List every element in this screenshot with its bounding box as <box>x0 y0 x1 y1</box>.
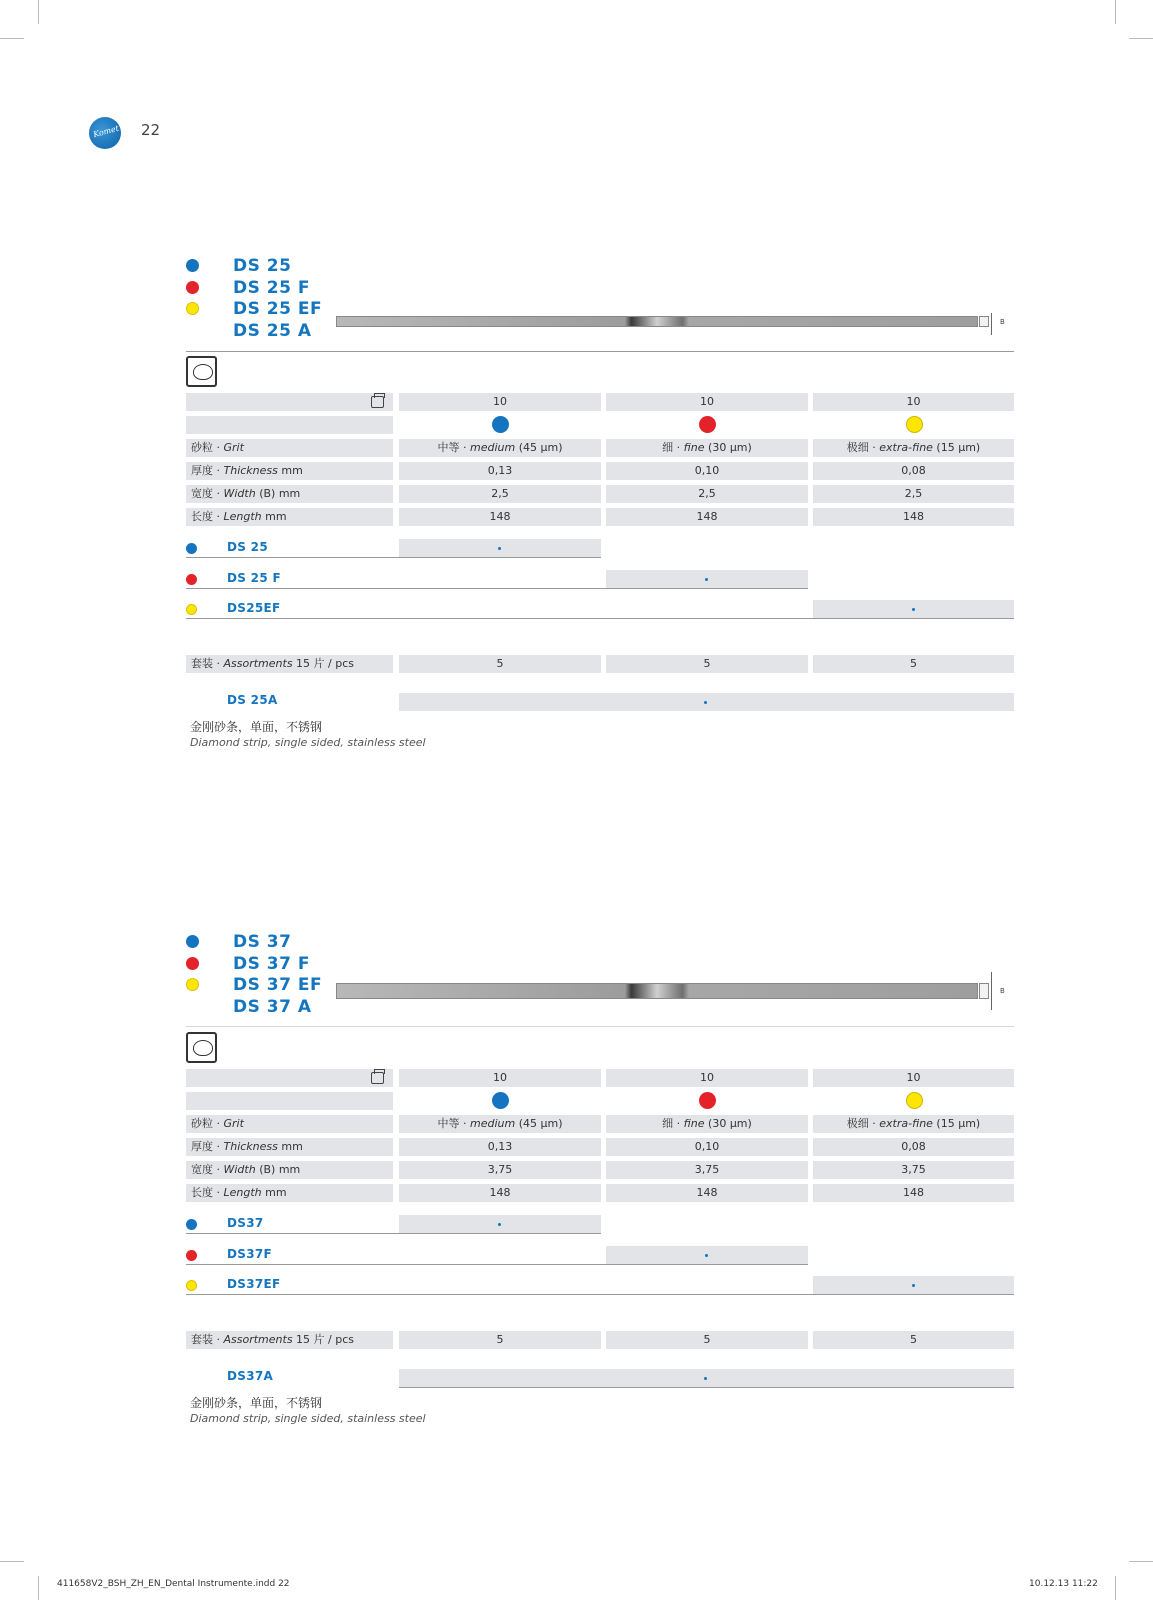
red-dot-icon <box>186 281 199 294</box>
strip-end-cap <box>979 983 989 999</box>
grit-cell <box>813 439 1014 457</box>
label-zh: 宽度 · <box>191 487 224 500</box>
ref-availability-cell <box>813 600 1014 618</box>
product-title: DS 37 <box>233 932 292 952</box>
pack-qty-cell: 10 <box>813 393 1014 411</box>
dimension-marker <box>991 972 992 1010</box>
yellow-grit-icon <box>906 416 923 433</box>
available-dot-icon <box>704 1377 707 1380</box>
grit-en: fine <box>683 1117 705 1130</box>
label-en: Assortments <box>223 657 293 670</box>
pack-qty-cell: 10 <box>399 393 601 411</box>
assortment-cell: 5 <box>399 655 601 673</box>
thickness-cell: 0,08 <box>813 462 1014 480</box>
red-dot-icon <box>186 1250 197 1261</box>
pack-qty-cell: 10 <box>399 1069 601 1087</box>
label-zh: 长度 · <box>191 510 224 523</box>
ref-availability-cell <box>813 1276 1014 1294</box>
label-en: Length <box>223 1186 262 1199</box>
ref-number: DS25EF <box>227 601 281 615</box>
label-unit: mm <box>261 1186 287 1199</box>
grit-color <box>606 414 808 436</box>
grit-color <box>399 414 601 436</box>
length-cell: 148 <box>399 508 601 526</box>
red-dot-icon <box>186 574 197 585</box>
product-title: DS 37 A <box>233 997 312 1017</box>
red-grit-icon <box>699 1092 716 1109</box>
blue-dot-icon <box>186 543 197 554</box>
grit-cell <box>813 1115 1014 1133</box>
product-section-ds25 <box>186 254 1014 754</box>
ref-underline <box>186 1294 1014 1295</box>
available-dot-icon <box>705 578 708 581</box>
ref-underline <box>186 618 1014 619</box>
label-en: Thickness <box>223 1140 278 1153</box>
ref-underline <box>186 588 808 589</box>
grit-label <box>186 439 393 457</box>
blue-dot-icon <box>186 259 199 272</box>
available-dot-icon <box>704 701 707 704</box>
grit-en: medium <box>469 441 516 454</box>
label-unit: mm <box>277 464 303 477</box>
grit-en: medium <box>469 1117 516 1130</box>
width-label <box>186 1161 393 1179</box>
pack-qty-cell: 10 <box>606 1069 808 1087</box>
label-zh: 砂粒 · <box>191 1117 224 1130</box>
ref-availability-cell <box>399 539 601 557</box>
ref-underline <box>186 557 601 558</box>
product-title: DS 37 EF <box>233 975 323 995</box>
assortment-cell: 5 <box>399 1331 601 1349</box>
strip-end-cap <box>979 316 989 327</box>
assortment-availability <box>399 693 1014 711</box>
grit-cell <box>606 439 808 457</box>
width-cell: 2,5 <box>606 485 808 503</box>
ref-number: DS37F <box>227 1247 272 1261</box>
dimension-label: B <box>1000 318 1005 326</box>
crop-mark <box>0 1561 24 1562</box>
crop-mark <box>1115 0 1116 24</box>
available-dot-icon <box>912 1284 915 1287</box>
thickness-cell: 0,10 <box>606 462 808 480</box>
ref-number: DS37EF <box>227 1277 281 1291</box>
blue-grit-icon <box>492 416 509 433</box>
ref-number: DS 25 <box>227 540 268 554</box>
grit-unit: (15 µm) <box>932 441 981 454</box>
yellow-dot-icon <box>186 1280 197 1291</box>
yellow-grit-icon <box>906 1092 923 1109</box>
available-dot-icon <box>498 547 501 550</box>
grit-label <box>186 1115 393 1133</box>
available-dot-icon <box>705 1254 708 1257</box>
width-cell: 2,5 <box>813 485 1014 503</box>
product-title: DS 25 EF <box>233 299 323 319</box>
thickness-label <box>186 1138 393 1156</box>
label-en: Length <box>223 510 262 523</box>
crop-mark <box>38 1576 39 1600</box>
width-label <box>186 485 393 503</box>
red-dot-icon <box>186 957 199 970</box>
red-grit-icon <box>699 416 716 433</box>
grit-color <box>606 1090 808 1112</box>
length-cell: 148 <box>606 1184 808 1202</box>
description-zh: 金刚砂条，单面，不锈钢 <box>190 1396 323 1410</box>
label-unit: 15 片 / pcs <box>292 657 355 670</box>
ref-number: DS 25 F <box>227 571 281 585</box>
label-en: Grit <box>223 1117 244 1130</box>
crop-mark <box>38 0 39 24</box>
package-icon <box>371 396 384 408</box>
grit-unit: (15 µm) <box>932 1117 981 1130</box>
diamond-strip-image <box>336 316 978 327</box>
product-title: DS 37 F <box>233 954 310 974</box>
available-dot-icon <box>912 608 915 611</box>
length-label <box>186 1184 393 1202</box>
label-zh: 套装 · <box>191 1333 224 1346</box>
package-icon <box>371 1072 384 1084</box>
label-zh: 宽度 · <box>191 1163 224 1176</box>
footer-date: 10.12.13 11:22 <box>1029 1579 1098 1589</box>
crop-mark <box>1115 1576 1116 1600</box>
width-cell: 3,75 <box>813 1161 1014 1179</box>
color-label-cell <box>186 416 393 434</box>
grit-color <box>813 414 1014 436</box>
thickness-label <box>186 462 393 480</box>
length-cell: 148 <box>399 1184 601 1202</box>
blue-grit-icon <box>492 1092 509 1109</box>
label-en: Width <box>223 487 256 500</box>
width-cell: 2,5 <box>399 485 601 503</box>
description-en: Diamond strip, single sided, stainless steel <box>190 736 426 749</box>
ref-number: DS37 <box>227 1216 264 1230</box>
width-cell: 3,75 <box>399 1161 601 1179</box>
grit-zh: 细 · <box>662 441 684 454</box>
thickness-cell: 0,13 <box>399 1138 601 1156</box>
ref-underline <box>399 1387 1014 1388</box>
crop-mark <box>1129 1561 1153 1562</box>
label-en: Assortments <box>223 1333 293 1346</box>
label-zh: 砂粒 · <box>191 441 224 454</box>
length-cell: 148 <box>813 508 1014 526</box>
ref-underline <box>186 1264 808 1265</box>
grit-cell <box>606 1115 808 1133</box>
pack-label-cell <box>186 1069 393 1087</box>
ref-availability-cell <box>399 1215 601 1233</box>
assortment-availability <box>399 1369 1014 1387</box>
product-title: DS 25 <box>233 256 292 276</box>
strip-symbol-icon <box>186 1032 217 1063</box>
footer-file-info: 411658V2_BSH_ZH_EN_Dental Instrumente.indd 22 <box>57 1579 290 1589</box>
thickness-cell: 0,13 <box>399 462 601 480</box>
strip-symbol-icon <box>186 356 217 387</box>
label-unit: (B) mm <box>255 487 301 500</box>
product-title: DS 25 A <box>233 321 312 341</box>
length-cell: 148 <box>606 508 808 526</box>
grit-cell <box>399 439 601 457</box>
label-unit: (B) mm <box>255 1163 301 1176</box>
grit-en: extra-fine <box>879 441 933 454</box>
pack-label-cell <box>186 393 393 411</box>
label-unit: mm <box>277 1140 303 1153</box>
product-title: DS 25 F <box>233 278 310 298</box>
assortment-label <box>186 655 393 673</box>
grit-zh: 中等 · <box>437 1117 470 1130</box>
grit-zh: 极细 · <box>846 1117 880 1130</box>
dimension-marker <box>991 313 992 335</box>
crop-mark <box>1129 38 1153 39</box>
grit-unit: (30 µm) <box>704 1117 752 1130</box>
yellow-dot-icon <box>186 302 199 315</box>
assortment-ref: DS37A <box>227 1369 274 1383</box>
thickness-cell: 0,08 <box>813 1138 1014 1156</box>
thickness-cell: 0,10 <box>606 1138 808 1156</box>
assortment-cell: 5 <box>813 1331 1014 1349</box>
page-number: 22 <box>141 121 161 139</box>
ref-availability-cell <box>606 570 808 588</box>
product-section-ds37 <box>186 930 1014 1430</box>
ref-underline <box>186 1233 601 1234</box>
label-unit: mm <box>261 510 287 523</box>
yellow-dot-icon <box>186 604 197 615</box>
grit-color <box>399 1090 601 1112</box>
label-en: Width <box>223 1163 256 1176</box>
grit-unit: (45 µm) <box>515 441 563 454</box>
assortment-label <box>186 1331 393 1349</box>
label-en: Thickness <box>223 464 278 477</box>
divider <box>186 1026 1014 1027</box>
width-cell: 3,75 <box>606 1161 808 1179</box>
description-en: Diamond strip, single sided, stainless steel <box>190 1412 426 1425</box>
color-label-cell <box>186 1092 393 1110</box>
label-en: Grit <box>223 441 244 454</box>
assortment-cell: 5 <box>606 1331 808 1349</box>
length-label <box>186 508 393 526</box>
grit-en: fine <box>683 441 705 454</box>
label-unit: 15 片 / pcs <box>292 1333 355 1346</box>
label-zh: 厚度 · <box>191 464 224 477</box>
pack-qty-cell: 10 <box>813 1069 1014 1087</box>
blue-dot-icon <box>186 935 199 948</box>
available-dot-icon <box>498 1223 501 1226</box>
divider <box>186 351 1014 352</box>
blue-dot-icon <box>186 1219 197 1230</box>
grit-unit: (45 µm) <box>515 1117 563 1130</box>
grit-cell <box>399 1115 601 1133</box>
grit-zh: 细 · <box>662 1117 684 1130</box>
diamond-strip-image <box>336 983 978 999</box>
pack-qty-cell: 10 <box>606 393 808 411</box>
label-zh: 厚度 · <box>191 1140 224 1153</box>
yellow-dot-icon <box>186 978 199 991</box>
label-zh: 套装 · <box>191 657 224 670</box>
length-cell: 148 <box>813 1184 1014 1202</box>
grit-en: extra-fine <box>879 1117 933 1130</box>
dimension-label: B <box>1000 987 1005 995</box>
crop-mark <box>0 38 24 39</box>
grit-unit: (30 µm) <box>704 441 752 454</box>
label-zh: 长度 · <box>191 1186 224 1199</box>
assortment-cell: 5 <box>606 655 808 673</box>
description-zh: 金刚砂条，单面，不锈钢 <box>190 720 323 734</box>
grit-zh: 极细 · <box>846 441 880 454</box>
grit-zh: 中等 · <box>437 441 470 454</box>
assortment-cell: 5 <box>813 655 1014 673</box>
assortment-ref: DS 25A <box>227 693 278 707</box>
komet-logo <box>89 117 121 149</box>
ref-availability-cell <box>606 1246 808 1264</box>
logo-text: Komet <box>92 123 120 140</box>
grit-color <box>813 1090 1014 1112</box>
